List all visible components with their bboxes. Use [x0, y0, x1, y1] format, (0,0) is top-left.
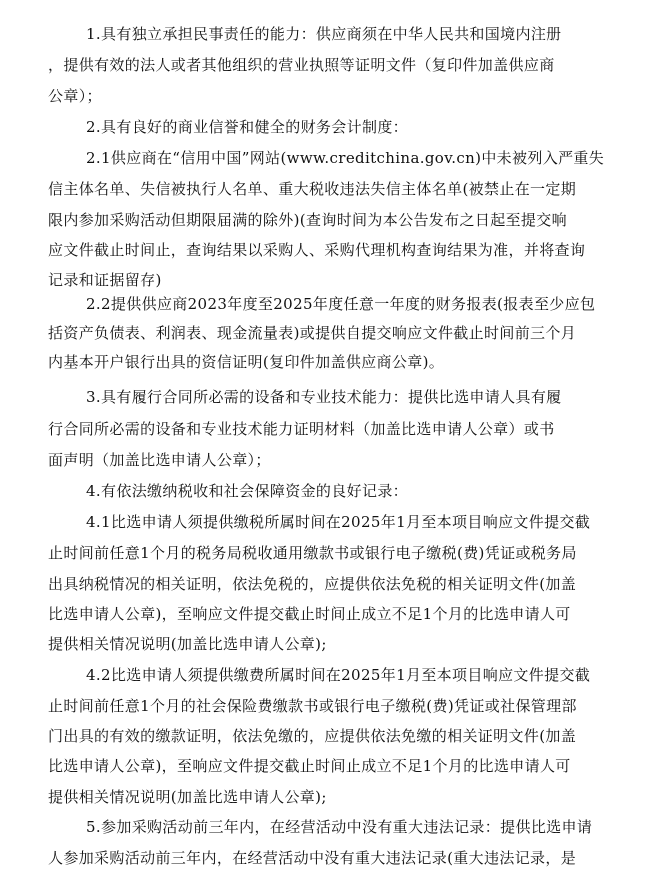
- paragraph-4-1-line-2: 止时间前任意1个月的税务局税收通用缴款书或银行电子缴税(费)凭证或税务局: [48, 544, 577, 562]
- paragraph-4-1-line-4: 比选申请人公章)，至响应文件提交截止时间止成立不足1个月的比选申请人可: [48, 605, 571, 623]
- paragraph-3-line-2: 行合同所必需的设备和专业技术能力证明材料（加盖比选申请人公章）或书: [48, 420, 555, 438]
- paragraph-2-2-line-3: 内基本开户银行出具的资信证明(复印件加盖供应商公章)。: [48, 353, 445, 371]
- paragraph-1-line-2: ，提供有效的法人或者其他组织的营业执照等证明文件（复印件加盖供应商: [48, 56, 555, 74]
- paragraph-2-1-line-2: 信主体名单、失信被执行人名单、重大税收违法失信主体名单(被禁止在一定期: [48, 180, 577, 198]
- paragraph-4-1-line-3: 出具纳税情况的相关证明，依法免税的，应提供依法免税的相关证明文件(加盖: [48, 575, 577, 593]
- paragraph-2-1-line-4: 应文件截止时间止，查询结果以采购人、采购代理机构查询结果为准，并将查询: [48, 241, 586, 259]
- paragraph-2-line-1: 2.具有良好的商业信誉和健全的财务会计制度：: [86, 118, 409, 136]
- paragraph-2-2-line-1: 2.2提供供应商2023年度至2025年度任意一年度的财务报表(报表至少应包: [86, 295, 596, 313]
- paragraph-4-line-1: 4.有依法缴纳税收和社会保障资金的良好记录：: [86, 482, 409, 500]
- paragraph-4-1-line-5: 提供相关情况说明(加盖比选申请人公章);: [48, 635, 327, 653]
- paragraph-2-1-line-1: 2.1供应商在“信用中国”网站(www.creditchina.gov.cn)中未被列入严重失: [86, 149, 605, 167]
- paragraph-4-2-line-4: 比选申请人公章)，至响应文件提交截止时间止成立不足1个月的比选申请人可: [48, 757, 571, 775]
- paragraph-4-1-line-1: 4.1比选申请人须提供缴税所属时间在2025年1月至本项目响应文件提交截: [86, 513, 591, 531]
- paragraph-4-2-line-5: 提供相关情况说明(加盖比选申请人公章);: [48, 788, 327, 806]
- paragraph-1-line-3: 公章）；: [48, 87, 102, 105]
- paragraph-2-1-line-3: 限内参加采购活动但期限届满的除外)(查询时间为本公告发布之日起至提交响: [48, 211, 567, 229]
- paragraph-1-line-1: 1.具有独立承担民事责任的能力：供应商须在中华人民共和国境内注册: [86, 25, 562, 43]
- paragraph-4-2-line-2: 止时间前任意1个月的社会保险费缴款书或银行电子缴税(费)凭证或社保管理部: [48, 697, 577, 715]
- paragraph-4-2-line-1: 4.2比选申请人须提供缴费所属时间在2025年1月至本项目响应文件提交截: [86, 666, 591, 684]
- paragraph-2-1-line-5: 记录和证据留存): [48, 271, 162, 289]
- paragraph-3-line-3: 面声明（加盖比选申请人公章）；: [48, 451, 271, 469]
- paragraph-4-2-line-3: 门出具的有效的缴款证明，依法免缴的，应提供依法免缴的相关证明文件(加盖: [48, 727, 577, 745]
- paragraph-3-line-1: 3.具有履行合同所必需的设备和专业技术能力：提供比选申请人具有履: [86, 388, 562, 406]
- paragraph-5-line-2: 人参加采购活动前三年内，在经营活动中没有重大违法记录(重大违法记录，是: [48, 849, 577, 867]
- paragraph-5-line-1: 5.参加采购活动前三年内，在经营活动中没有重大违法记录：提供比选申请: [86, 818, 593, 836]
- paragraph-2-2-line-2: 括资产负债表、利润表、现金流量表)或提供自提交响应文件截止时间前三个月: [48, 324, 577, 342]
